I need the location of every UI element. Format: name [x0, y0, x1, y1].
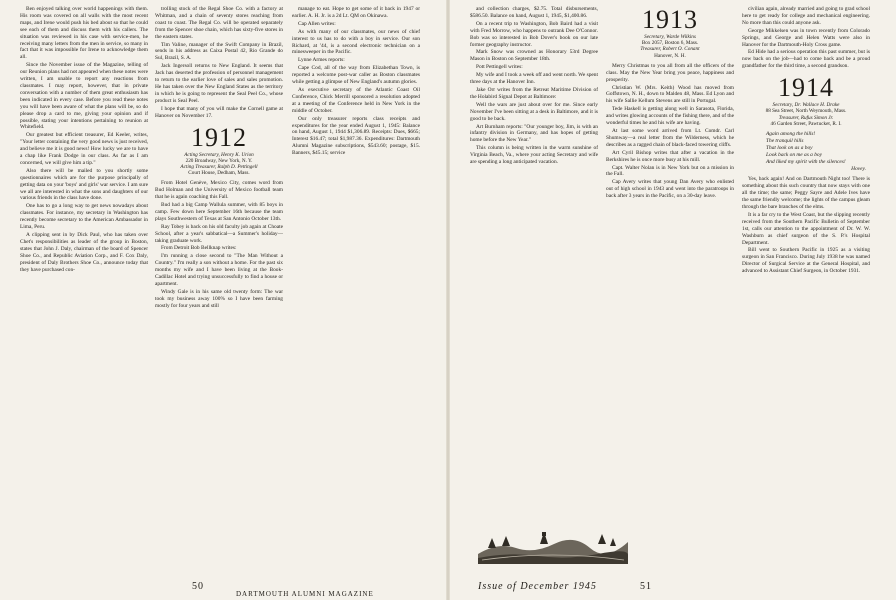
- paragraph: Well the wars are just about over for me. Since early November I've been sitting at a desk in Baltimore, and it is good to be back.: [470, 101, 598, 122]
- paragraph: Tede Haskell is getting along well in Sarasota, Florida, and writes glowing accounts of the fishing there, and of the wonderful times he and his wife are having.: [606, 106, 734, 127]
- treasurer: Treasurer, Robert O. Conant: [640, 46, 700, 53]
- paragraph: Tim Valine, manager of the Swift Company in Brazil, sends in his address as Caixa Postal 42, Rio Grande do Sul, Brazil, S. A.: [155, 41, 283, 62]
- running-title: DARTMOUTH ALUMNI MAGAZINE: [236, 590, 374, 598]
- right-column-2: [606, 6, 734, 566]
- acting-secretary: Acting Secretary, Henry K. Urion: [184, 151, 254, 158]
- page-number: 51: [640, 581, 652, 592]
- paragraph: Jack Ingersoll returns to New England. It seems that Jack has deserted the profession of personnel management to return to the earlier love of sales and sales promotion. He has taken over the New England States as the territory in which he is going to represent the Seal Peel Co., whose product is Seal Peel.: [155, 63, 283, 104]
- poem-line: Again among the hills!: [766, 130, 816, 137]
- class-1914-header: [742, 74, 870, 127]
- paragraph: Pott Pettingell writes:: [476, 64, 523, 71]
- left-column-2: [155, 6, 283, 566]
- paragraph: civilian again, already married and going to grad school here to get ready for college and mechanical engineering. No more than this could anyone ask.: [742, 6, 870, 26]
- paragraph: A clipping sent in by Dick Paul, who has taken over Chet's responsibilities as leader of the group in Boston, states that John J. Daly, chairman of the board of Spencer Shoe Co., and Republic Aviation Corp., and F. Cox Daly, president of Daly Brothers Shoe Co., announce today that they have purchased con-: [20, 232, 148, 273]
- secretary-address: 88 Sea Street, North Weymouth, Mass.: [765, 108, 847, 115]
- treasurer-address: Court House, Dedham, Mass.: [188, 170, 250, 177]
- paragraph: George Mikkelsen was in town recently from Colorado Springs, and George and Helen Watts were also in Hanover for the Dartmouth-Holy Cross game.: [742, 27, 870, 48]
- paragraph: Bud had a big Camp Wallula summer, with 85 boys in camp. Few down here September 16th because the team plays Southwestern of Texas at San Antonio October 13th.: [155, 202, 283, 222]
- paragraph: Windy Gale is in his same old twenty form: The war took my business away 100% so I have been farming mostly for four years and still: [155, 288, 283, 309]
- right-footer: [640, 581, 652, 592]
- paragraph: Since the November issue of the Magazine, telling of our Reunion plans had not appeared when these notes were written, I am unable to report any reactions from classmates. I may report, however, that in private conversation with a number of them great enthusiasm has been indicated in every case. Before you read these notes you will have been aware of what the plans will be, so do please drop a card to me, giving your opinion and if possible, stating your intentions pertaining to reunion at Whitefield.: [20, 62, 148, 131]
- paragraph: Yes, back again! And on Dartmouth Night too! There is something about this such country that now stays with one all the time; the same; Peggy Sayre and Adele Ives have the same friendly welcome; the lights of the campus gleam through the bare branches of the elms.: [742, 176, 870, 211]
- secretary-address: 220 Broadway, New York, N. Y.: [185, 157, 253, 164]
- landscape-ornament-icon: [478, 524, 628, 564]
- secretary: Secretary, Dr. Wallace H. Drake: [772, 102, 840, 109]
- paragraph: Christian W. (Mrs. Keith) Wood has moved from Goffstown, N. H., down to Malden 48, Mass. Ed Lyon and his wife Sallie Kellum Stevens are still in Portugal.: [606, 84, 734, 105]
- paragraph: Ben enjoyed talking over world happenings with them. His room was covered on all walls with the most recent maps, and Irene would push his bed about so that he could see each of them and discuss them with his callers. The situation was reviewed in his case with service-men, he receiving many letters from the men in service, so many in fact that it was impossible for Irene to acknowledge them all.: [20, 6, 148, 61]
- poem-line: And liked my spirit with the silences!: [766, 158, 846, 165]
- poem-attribution: Hovey.: [851, 165, 866, 172]
- paragraph: As executive secretary of the Atlantic Coast Oil Conference, Chick Merrill sponsored a resolution adopted at a meeting of the Conference held in New York in the middle of October.: [292, 86, 420, 114]
- poem-line: That look on as a boy: [766, 144, 813, 151]
- paragraph: Also there will be mailed to you shortly some questionnaires which are for the purpose principally of getting data on your 'boys' and girls' war service. I am sure we all are interested in what the sons and daughters of our various friends in the class have done.: [20, 167, 148, 202]
- paragraph: Ray Tobey is back on his old faculty job again at Choate School, after a year's sabbatical—a Summer's holiday—taking graduate work.: [155, 223, 283, 244]
- class-year-1912: 1912: [191, 122, 247, 152]
- paragraph: Capt. Walter Nolan is in New York but on a mission in the Fall.: [606, 164, 734, 178]
- class-1912-header: [155, 124, 283, 177]
- paragraph: On a recent trip to Washington, Bob Baird had a visit with Fred Morrow, who happens to outrank Dee O'Connor. Bob was so interested in Bob Dover's book on our late former geography instructor.: [470, 20, 598, 48]
- paragraph: My wife and I took a week off and went north. We spent three days at the Hanover Inn.: [470, 72, 598, 86]
- paragraph: It is a far cry to the West Coast, but the slipping recently received from the Southern Pacific Bulletin of September 1st, calls our attention to the appointment of Dr. W. W. Washburn as chief surgeon of the S. P.'s Hospital Department.: [742, 211, 870, 246]
- paragraph: This column is being written in the warm sunshine of Virginia Beach, Va., where your acting Secretary and wife are spending a long anticipated vacation.: [470, 145, 598, 166]
- poem-excerpt: [766, 131, 870, 172]
- paragraph: Bill went to Southern Pacific in 1925 as a visiting surgeon in San Francisco. During July 1938 he was named Director of Surgical Service at the General Hospital, and advanced to Assistant Chief Surgeon, in October 1931.: [742, 247, 870, 275]
- right-column-1: [470, 6, 598, 511]
- paragraph: Art Cyril Bishop writes that after a vacation in the Berkshires he is once more busy at his mill.: [606, 149, 734, 163]
- class-year-1913: 1913: [642, 6, 698, 34]
- right-page: [448, 0, 896, 600]
- paragraph: I'm running a close second to "The Man Without a Country." I'm really a son without a home. For the past six months my wife and I have been living at the Book-Cadillac Hotel and trying unsuccessfully to find a house or apartment.: [155, 253, 283, 287]
- poem-line: Look back on me as a boy: [766, 151, 822, 158]
- paragraph: From Hotel Genève, Mexico City, comes word from Bud Holman and the University of Mexico football team that he is again coaching this Fall.: [155, 180, 283, 201]
- left-column-1: [20, 6, 148, 566]
- secretary-address: Box 2057, Boston 6, Mass.: [641, 40, 699, 47]
- left-column-3: [292, 6, 420, 566]
- poem-line: The tranquil hills: [766, 137, 804, 144]
- page-number: 50: [192, 581, 204, 592]
- paragraph: trolling stock of the Regal Shoe Co. with a factory at Whitman, and a chain of seventy stores reaching from coast to coast. The Regal Co. will be operated separately from the Spencer shoe chain, which has sixty-five stores in the eastern states.: [155, 6, 283, 40]
- paragraph: One has to go a long way to get news nowadays about classmates. For instance, my secretary in Washington has recently become secretary to the American Ambassador in Lima, Peru.: [20, 203, 148, 231]
- treasurer: Treasurer, Rufus Simon Jr.: [778, 114, 834, 121]
- paragraph: From Detroit Bob Bellknap writes:: [161, 245, 237, 252]
- paragraph: Cap Allen writes:: [298, 20, 336, 27]
- class-1913-header: [606, 6, 734, 59]
- paragraph: Art Burnham reports: "Our younger boy, Jim, is with an infantry division in Germany, and has hopes of getting home before the New Year.": [470, 123, 598, 144]
- paragraph: Cape Cod, all of the way from Elizabethan Town, is reported a welcome post-war caller as Boston classmates while getting a glimpse of New England's autumn glories.: [292, 65, 420, 86]
- paragraph: I hope that many of you will make the Cornell game at Hanover on November 17.: [155, 105, 283, 119]
- paragraph: Mark Snow was crowned as Honorary 53rd Degree Mason in Boston on September 18th.: [470, 49, 598, 63]
- paragraph: Merry Christmas to you all from all the officers of the class. May the New Year bring you peace, happiness and prosperity.: [606, 62, 734, 83]
- paragraph: manage to eat. Hope to get some of it back in 1947 or earlier. A. H. Jr. is a 2d Lt. QM on Okinawa.: [292, 6, 420, 19]
- acting-treasurer: Acting Treasurer, Ralph D. Pettingell: [180, 163, 258, 170]
- treasurer-address: Hanover, N. H.: [654, 52, 686, 59]
- paragraph: Our greatest but efficient treasurer, Ed Keeler, writes, "Your letter containing the very good news is just received, and believe me it is good news! How lucky we are to have a chap like Frank Dodge in our class. As far as I am concerned, we will give him a tip.": [20, 132, 148, 166]
- issue-date: Issue of December 1945: [478, 581, 597, 592]
- right-column-3: [742, 6, 870, 566]
- paragraph: As with many of our classmates, our news of chief interest to us has to do with a boy in service. Our son Richard, at '44, is a second electronic technician on a minesweeper in the Pacific.: [292, 28, 420, 56]
- secretary: Secretary, Warde Wilkins: [644, 34, 696, 40]
- paragraph: Our only treasurer reports class receipts and expenditures for the year ended August 1, 1945: Balance on hand, August 1, 1944 $1,306.89. Receipts: Dues, $665; Interest $16.47; total $1,987.36. Expenditures: Dartmouth Alumni Magazine subscriptions, $543.60; postage, $15. Banners, $45.15; service: [292, 115, 420, 157]
- class-year-1914: 1914: [778, 73, 834, 103]
- paragraph: At last some word arrived from Lt. Comdr. Carl Shumway—a real letter from the Wilderness, which he describes as a ragged chain of black-faced towering cliffs.: [606, 127, 734, 148]
- paragraph: and collection charges, $2.75. Total disbursements, $586.50. Balance on hand, August 1, 1945, $1,400.86.: [470, 6, 598, 19]
- treasurer-address: 46 Garden Street, Pawtucket, R. I.: [770, 120, 842, 127]
- paragraph: Jake Orr writes from the Retreat Maritime Division of the Holabird Signal Depot at Baltimore:: [470, 86, 598, 100]
- paragraph: Ed Hide had a serious operation this past summer, but is now back on the job—had to come back and be a proud grandfather for the third time, a second grandson.: [742, 49, 870, 70]
- paragraph: Lynne Armes reports:: [298, 57, 345, 64]
- paragraph: Cap Avery writes that young Dan Avery who enlisted out of high school in 1943 and went into the paratroops in back after 3 years in the Pacific, on a 30-day leave.: [606, 179, 734, 200]
- issue-line: [478, 581, 597, 592]
- left-footer: [192, 581, 204, 592]
